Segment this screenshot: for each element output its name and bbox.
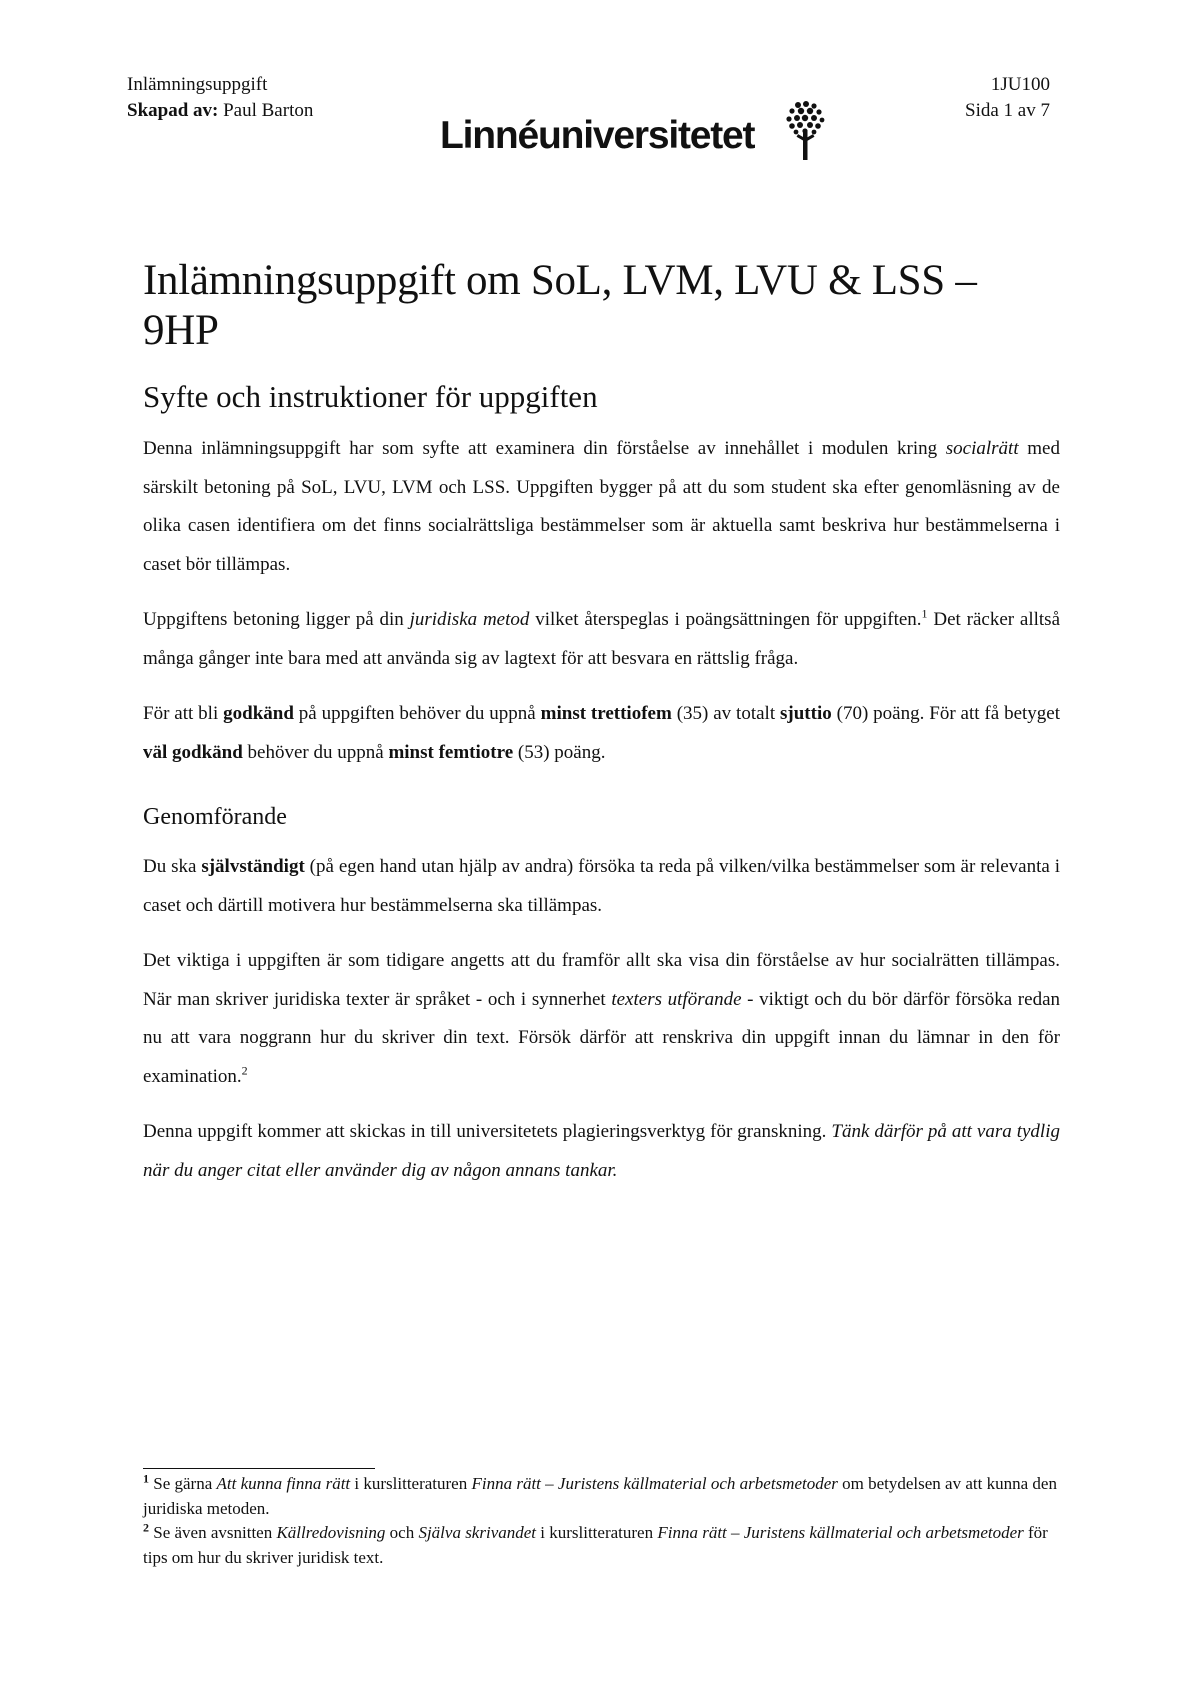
- paragraph-independent: Du ska självständigt (på egen hand utan hjälp av andra) försöka ta reda på vilken/vilka bestämmelser som är relevanta i caset och därtill motivera hur bestämmelserna ska tillämpas.: [143, 856, 1060, 916]
- paragraph-plagiarism: Denna uppgift kommer att skickas in till universitetets plagieringsverktyg för granskning. Tänk därför på att vara tydlig när du anger citat eller använder dig av någon annans tankar.: [143, 1121, 1060, 1181]
- footnote-ref-2[interactable]: 2: [241, 1063, 248, 1078]
- footnote-1: $^1$ Se gärna Att kunna finna rätt i kurslitteraturen Finna rätt – Juristens källmaterial och arbetsmetoder om betydelsen av att kunna den juridiska metoden.: [143, 1471, 1057, 1518]
- paragraph-grading: För att bli godkänd på uppgiften behöver du uppnå minst trettiofem (35) av totalt sjuttio (70) poäng. För att få betyget väl godkänd behöver du uppnå minst femtiotre (53) poäng.: [143, 703, 1060, 763]
- tree-logo-icon: [784, 100, 826, 162]
- main-content: [143, 256, 1060, 1207]
- university-logo: [440, 100, 840, 162]
- header-left: [127, 72, 313, 124]
- footnote-2: $^2$ Se även avsnitten Källredovisning och Själva skrivandet i kurslitteraturen Finna rätt – Juristens källmaterial och arbetsmetoder för tips om hur du skriver juridisk text.: [143, 1520, 1048, 1567]
- footnote-ref-1[interactable]: 1: [921, 606, 928, 621]
- course-code: 1JU100: [990, 74, 1050, 95]
- page-indicator: Sida 1 av 7: [965, 100, 1050, 121]
- author-line: [127, 98, 313, 124]
- footnote-separator: [143, 1468, 375, 1469]
- logo-wordmark: Linnéuniversitetet: [440, 114, 755, 157]
- section-heading-execution: Genomförande: [143, 804, 287, 830]
- section-heading-purpose: Syfte och instruktioner för uppgiften: [143, 379, 598, 414]
- paragraph-emphasis: Uppgiftens betoning ligger på din juridiska metod vilket återspeglas i poängsättningen för uppgiften.$^1$ Det räcker alltså många gånger inte bara med att använda sig av lagtext för att besvara en rättslig fråga.: [143, 606, 1060, 669]
- paragraph-purpose: Denna inlämningsuppgift har som syfte att examinera din förståelse av innehållet i modulen kring socialrätt med särskilt betoning på SoL, LVU, LVM och LSS. Uppgiften bygger på att du som student ska efter genomläsning av de olika casen identifiera om det finns socialrättsliga bestämmelser som är aktuella samt beskriva hur bestämmelserna i caset bör tillämpas.: [143, 438, 1060, 575]
- author-name: Paul Barton: [223, 100, 314, 121]
- paragraph-language: Det viktiga i uppgiften är som tidigare angetts att du framför allt ska visa din förståelse av hur socialrätten tillämpas. När man skriver juridiska texter är språket - och i synnerhet texters utförande - viktigt och du bör därför försöka redan nu att vara noggrann hur du skriver din text. Försök därför att renskriva din uppgift innan du lämnar in den för examination.$^2$: [143, 950, 1060, 1087]
- footnotes: [143, 1472, 1060, 1570]
- document-title: Inlämningsuppgift om SoL, LVM, LVU & LSS – 9HP: [143, 257, 977, 354]
- header-right: [965, 72, 1050, 124]
- doc-type: Inlämningsuppgift: [127, 74, 268, 95]
- created-by-label: Skapad av:: [127, 100, 219, 121]
